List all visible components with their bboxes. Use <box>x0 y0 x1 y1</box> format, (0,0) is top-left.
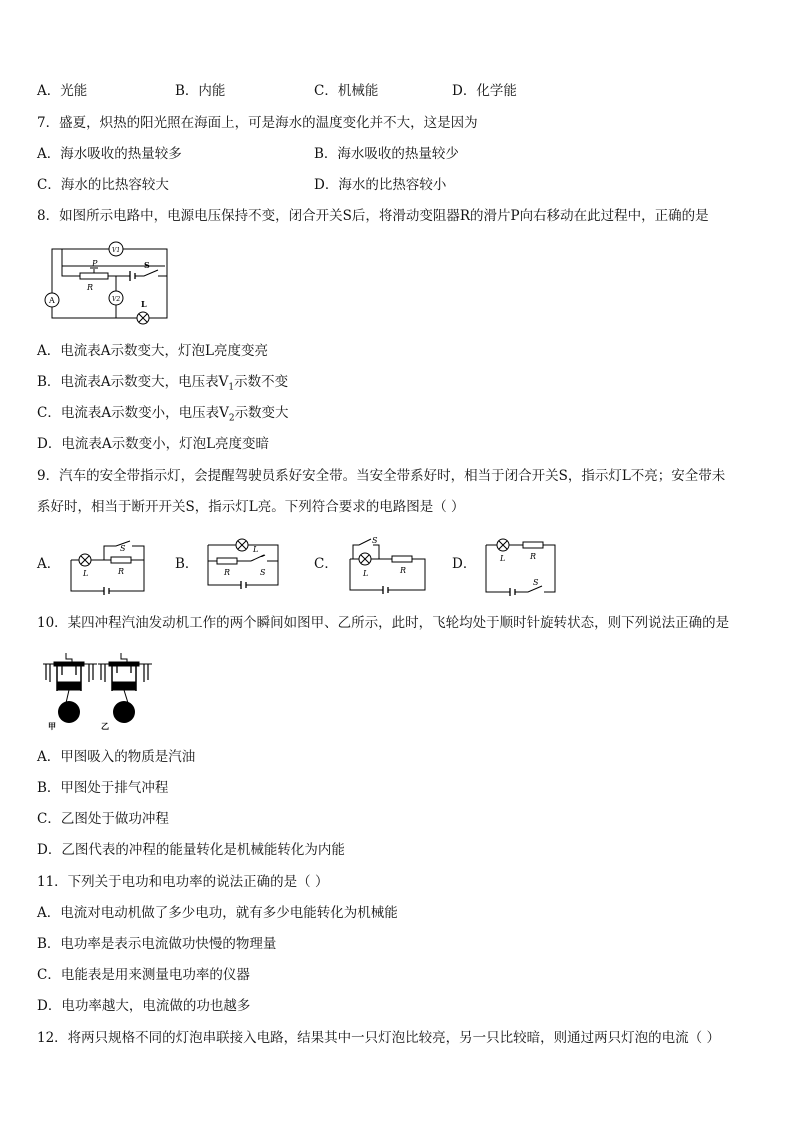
q9-b-s-label: S <box>260 568 266 577</box>
q8-option-b-text: B．电流表A示数变大，电压表V <box>37 374 229 390</box>
q9-option-b-label: B． <box>175 556 199 572</box>
q8-fig-a-label: A <box>49 296 55 305</box>
q9-a-l-label: L <box>83 569 89 578</box>
q9-b-r-label: R <box>224 568 231 577</box>
q8-fig-v2-label: V2 <box>112 296 121 303</box>
q8-option-c-text: C．电流表A示数变小，电压表V <box>37 405 229 421</box>
q8-option-a: A．电流表A示数变大，灯泡L亮度变亮 <box>37 343 268 359</box>
q6-option-c: C．机械能 <box>314 83 379 99</box>
q10-engine-diagram <box>40 645 155 735</box>
q9-a-r-label: R <box>118 567 125 576</box>
q9-c-s-label: S <box>372 536 378 545</box>
q8-option-d: D．电流表A示数变小，灯泡L亮度变暗 <box>37 436 270 452</box>
q9-stem-line1: 9．汽车的安全带指示灯，会提醒驾驶员系好安全带。当安全带系好时，相当于闭合开关S，指示灯L不亮；安全带未 <box>37 468 726 484</box>
q10-option-d: D．乙图代表的冲程的能量转化是机械能转化为内能 <box>37 842 345 858</box>
q8-option-c <box>37 403 289 429</box>
q9-a-s-label: S <box>120 544 126 553</box>
q8-circuit-diagram <box>40 238 175 323</box>
q9-circuit-a <box>68 536 148 596</box>
q10-stem: 10．某四冲程汽油发动机工作的两个瞬间如图甲、乙所示，此时，飞轮均处于顺时针旋转状态，则下列说法正确的是 <box>37 615 730 631</box>
q6-option-d: D．化学能 <box>452 83 517 99</box>
q9-circuit-d <box>482 535 562 597</box>
q10-option-b: B．甲图处于排气冲程 <box>37 780 169 796</box>
q8-option-c-sub: 2 <box>228 413 235 424</box>
q7-option-c: C．海水的比热容较大 <box>37 177 169 193</box>
q10-label-yi: 乙 <box>101 721 109 731</box>
q11-stem: 11．下列关于电功和电功率的说法正确的是（ ） <box>37 874 329 890</box>
q9-circuit-c <box>345 535 430 595</box>
q8-fig-s-label: S <box>144 260 150 270</box>
q9-option-a-label: A． <box>37 556 61 572</box>
q10-engine-yi <box>98 653 152 731</box>
q6-option-b: B．内能 <box>175 83 226 99</box>
q8-fig-v1-label: V1 <box>112 247 121 254</box>
q6-option-a: A．光能 <box>37 83 88 99</box>
q11-option-a: A．电流对电动机做了多少电功，就有多少电能转化为机械能 <box>37 905 398 921</box>
q9-d-r-label: R <box>530 552 537 561</box>
q8-option-b-tail: 示数不变 <box>234 374 289 390</box>
q8-stem: 8．如图所示电路中，电源电压保持不变，闭合开关S后，将滑动变阻器R的滑片P向右移动在此过程中，正确的是 <box>37 208 709 224</box>
q9-c-l-label: L <box>363 569 369 578</box>
q8-fig-p-label: P <box>92 259 98 268</box>
q7-stem: 7．盛夏，炽热的阳光照在海面上，可是海水的温度变化并不大，这是因为 <box>37 115 478 131</box>
q8-fig-l-label: L <box>141 299 147 309</box>
q8-fig-r-label: R <box>87 283 94 292</box>
q12-stem: 12．将两只规格不同的灯泡串联接入电路，结果其中一只灯泡比较亮，另一只比较暗，则通过两只灯泡的电流（ ） <box>37 1030 720 1046</box>
q9-circuit-b <box>205 533 285 593</box>
q9-d-s-label: S <box>533 578 539 587</box>
q10-option-a: A．甲图吸入的物质是汽油 <box>37 749 196 765</box>
q9-d-l-label: L <box>500 554 506 563</box>
q11-option-b: B．电功率是表示电流做功快慢的物理量 <box>37 936 277 952</box>
q7-option-b: B．海水吸收的热量较少 <box>314 146 459 162</box>
q8-option-b <box>37 372 288 398</box>
q7-option-d: D．海水的比热容较小 <box>314 177 447 193</box>
q9-b-l-label: L <box>253 545 259 554</box>
q9-c-r-label: R <box>400 566 407 575</box>
q7-option-a: A．海水吸收的热量较多 <box>37 146 182 162</box>
q10-label-jia: 甲 <box>48 721 56 731</box>
q9-option-c-label: C． <box>314 556 338 572</box>
q8-option-b-sub: 1 <box>228 382 235 393</box>
q11-option-c: C．电能表是用来测量电功率的仪器 <box>37 967 250 983</box>
q10-engine-jia <box>43 653 97 731</box>
q10-option-c: C．乙图处于做功冲程 <box>37 811 169 827</box>
q8-option-c-tail: 示数变大 <box>234 405 289 421</box>
q9-stem-line2: 系好时，相当于断开开关S，指示灯L亮。下列符合要求的电路图是（ ） <box>37 499 465 515</box>
q9-option-d-label: D． <box>452 556 477 572</box>
q11-option-d: D．电功率越大，电流做的功也越多 <box>37 998 251 1014</box>
